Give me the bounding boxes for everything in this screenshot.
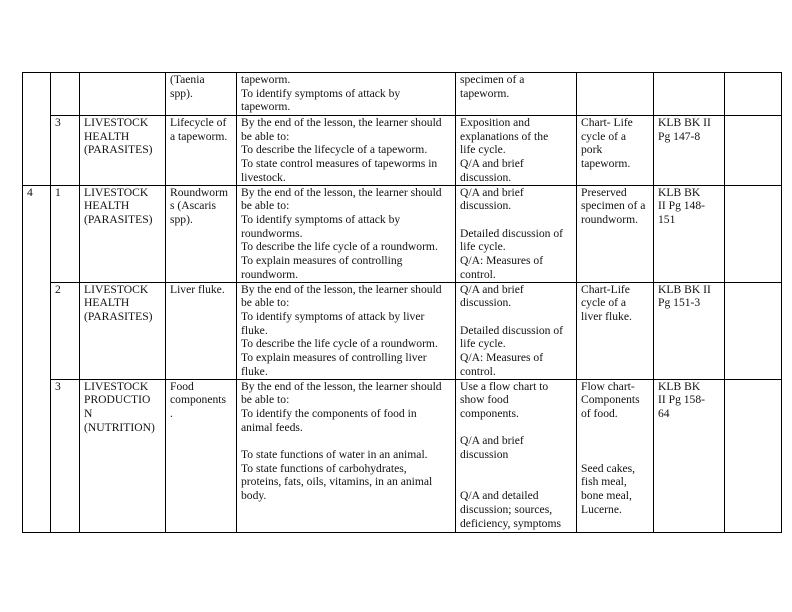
table-row [23, 73, 782, 116]
scheme-of-work-table [22, 72, 782, 533]
objectives-cell: By the end of the lesson, the learner should be able to: To describe the lifecycle of a tapeworm. To state control measures of tapeworms in livestock. [237, 116, 456, 186]
references-cell: KLB BK II Pg 151-3 [654, 282, 725, 379]
references-cell: KLB BK II Pg 148- 151 [654, 185, 725, 282]
subtopic-cell: Roundworm s (Ascaris spp). [166, 185, 237, 282]
subtopic-cell: (Taenia spp). [166, 73, 237, 116]
objectives-cell: tapeworm. To identify symptoms of attack by tapeworm. [237, 73, 456, 116]
lesson-cell: 3 [51, 379, 80, 532]
topic-cell: LIVESTOCK HEALTH (PARASITES) [80, 185, 166, 282]
activities-cell: Q/A and brief discussion. Detailed discussion of life cycle. Q/A: Measures of control. [456, 185, 577, 282]
remarks-cell [725, 379, 782, 532]
references-cell [654, 73, 725, 116]
table-row [23, 282, 782, 379]
remarks-cell [725, 116, 782, 186]
topic-cell: LIVESTOCK HEALTH (PARASITES) [80, 116, 166, 186]
table-row [23, 379, 782, 532]
topic-cell: LIVESTOCK HEALTH (PARASITES) [80, 282, 166, 379]
topic-cell [80, 73, 166, 116]
subtopic-cell: Liver fluke. [166, 282, 237, 379]
remarks-cell [725, 282, 782, 379]
week-cell [23, 73, 51, 186]
resources-cell [577, 73, 654, 116]
table-row [23, 116, 782, 186]
remarks-cell [725, 185, 782, 282]
objectives-cell: By the end of the lesson, the learner should be able to: To identify the components of food in animal feeds. To state functions of water in an animal. To state functions of carbohydrates, proteins, fats, oils, vitamins, in an animal body. [237, 379, 456, 532]
topic-cell: LIVESTOCK PRODUCTIO N (NUTRITION) [80, 379, 166, 532]
resources-cell: Preserved specimen of a roundworm. [577, 185, 654, 282]
remarks-cell [725, 73, 782, 116]
activities-cell: Use a flow chart to show food components. Q/A and brief discussion Q/A and detailed discussion; sources, deficiency, symptoms [456, 379, 577, 532]
subtopic-cell: Food components . [166, 379, 237, 532]
resources-cell: Chart-Life cycle of a liver fluke. [577, 282, 654, 379]
activities-cell: Exposition and explanations of the life cycle. Q/A and brief discussion. [456, 116, 577, 186]
lesson-cell: 3 [51, 116, 80, 186]
activities-cell: specimen of a tapeworm. [456, 73, 577, 116]
lesson-cell: 1 [51, 185, 80, 282]
resources-cell: Chart- Life cycle of a pork tapeworm. [577, 116, 654, 186]
week-cell: 4 [23, 185, 51, 532]
lesson-cell: 2 [51, 282, 80, 379]
references-cell: KLB BK II Pg 158- 64 [654, 379, 725, 532]
objectives-cell: By the end of the lesson, the learner should be able to: To identify symptoms of attack by roundworms. To describe the life cycle of a roundworm. To explain measures of controlling roundworm. [237, 185, 456, 282]
references-cell: KLB BK II Pg 147-8 [654, 116, 725, 186]
resources-cell: Flow chart- Components of food. Seed cakes, fish meal, bone meal, Lucerne. [577, 379, 654, 532]
table-row [23, 185, 782, 282]
activities-cell: Q/A and brief discussion. Detailed discussion of life cycle. Q/A: Measures of control. [456, 282, 577, 379]
lesson-cell [51, 73, 80, 116]
subtopic-cell: Lifecycle of a tapeworm. [166, 116, 237, 186]
objectives-cell: By the end of the lesson, the learner should be able to: To identify symptoms of attack by liver fluke. To describe the life cycle of a roundworm. To explain measures of controlling liver fluke. [237, 282, 456, 379]
